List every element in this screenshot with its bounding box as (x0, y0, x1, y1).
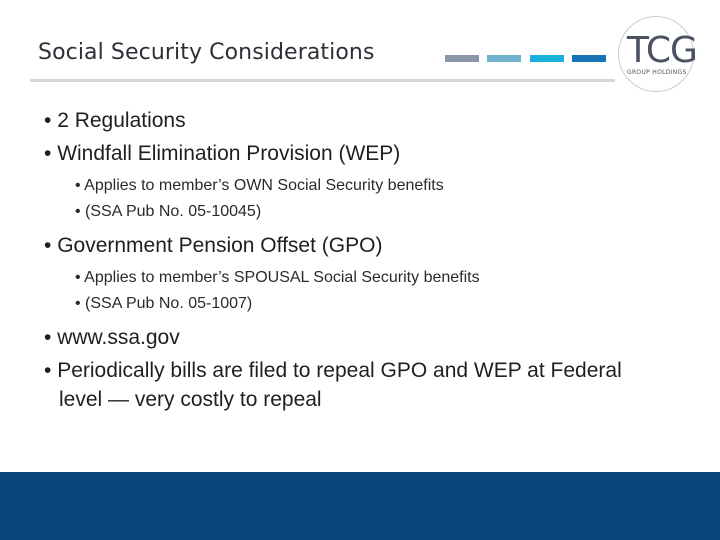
logo-subtitle: GROUP HOLDINGS (627, 69, 687, 76)
bullet-item: • Windfall Elimination Provision (WEP) (44, 142, 401, 165)
bullet-text: Windfall Elimination Provision (WEP) (57, 142, 401, 165)
sub-bullet-text: (SSA Pub No. 05-10045) (85, 203, 262, 220)
sub-bullet-item: • Applies to member’s OWN Social Security benefits (75, 177, 444, 194)
accent-dash-1 (445, 55, 479, 62)
bullet-item: • Government Pension Offset (GPO) (44, 234, 383, 257)
bullet-item: • www.ssa.gov (44, 326, 180, 349)
sub-bullet-text: (SSA Pub No. 05-1007) (85, 295, 253, 312)
bullet-list (44, 104, 644, 414)
accent-dash-2 (487, 55, 521, 62)
bullet-link-text: www.ssa.gov (57, 326, 180, 349)
sub-bullet-item: • Applies to member’s SPOUSAL Social Security benefits (75, 269, 480, 286)
accent-dash-3 (530, 55, 564, 62)
bullet-item: • Periodically bills are filed to repeal GPO and WEP at Federal level — very costly to repeal (44, 359, 622, 411)
sub-bullet-text: Applies to member’s OWN Social Security benefits (84, 177, 444, 194)
footer-bar (0, 472, 720, 540)
company-logo (618, 16, 700, 92)
sub-bullet-group (44, 170, 644, 229)
bullet-text: Government Pension Offset (GPO) (57, 234, 383, 257)
bullet-text: 2 Regulations (57, 109, 186, 132)
logo-wordmark: TCG (627, 30, 697, 71)
bullet-item: • 2 Regulations (44, 109, 186, 132)
title-divider (30, 79, 615, 82)
sub-bullet-text: Applies to member’s SPOUSAL Social Security benefits (84, 269, 480, 286)
slide-title: Social Security Considerations (38, 40, 375, 65)
accent-dash-4 (572, 55, 606, 62)
sub-bullet-item: • (SSA Pub No. 05-10045) (75, 203, 262, 220)
bullet-text: Periodically bills are filed to repeal GPO and WEP at Federal level — very costly to repeal (57, 359, 622, 411)
sub-bullet-group (44, 262, 644, 321)
sub-bullet-item: • (SSA Pub No. 05-1007) (75, 295, 253, 312)
